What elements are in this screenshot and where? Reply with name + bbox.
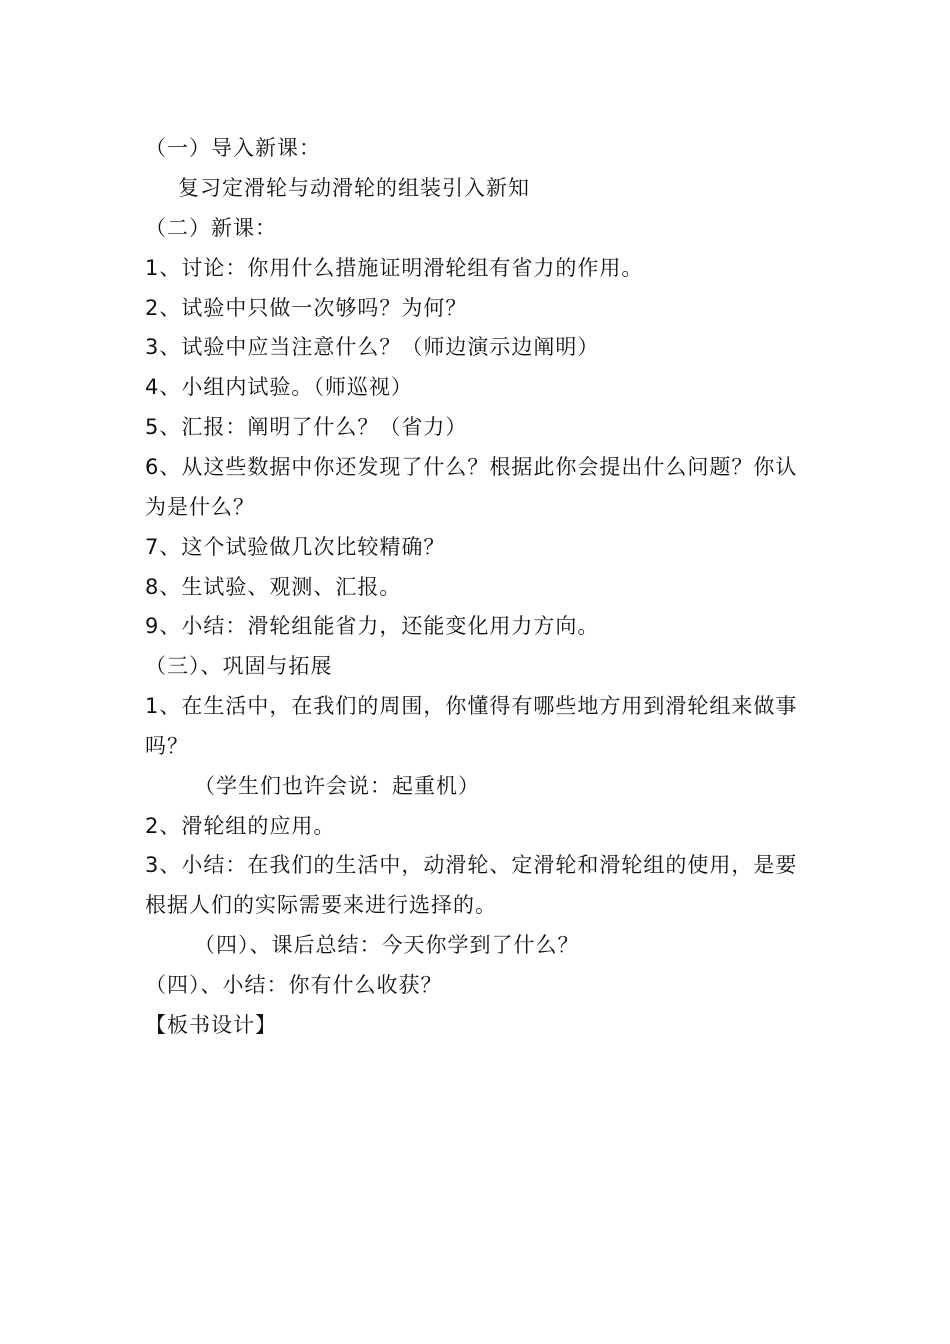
section-heading-intro: （一）导入新课： xyxy=(145,136,321,160)
consolidation-item-3-continued: 根据人们的实际需要来进行选择的。 xyxy=(145,893,497,917)
intro-text: 复习定滑轮与动滑轮的组装引入新知 xyxy=(178,176,530,200)
section-heading-after-class-summary: （四）、课后总结：今天你学到了什么？ xyxy=(194,933,580,957)
student-answer-note: （学生们也许会说：起重机） xyxy=(194,774,480,798)
lesson-item-8: 8、生试验、观测、汇报。 xyxy=(145,575,402,599)
lesson-item-6: 6、从这些数据中你还发现了什么？根据此你会提出什么问题？你认 xyxy=(145,455,798,479)
lesson-item-9: 9、小结：滑轮组能省力，还能变化用力方向。 xyxy=(145,614,600,638)
section-heading-consolidation: （三）、巩固与拓展 xyxy=(145,654,333,678)
lesson-item-6-continued: 为是什么？ xyxy=(145,495,255,519)
section-heading-new-lesson: （二）新课： xyxy=(145,216,277,240)
board-design-heading: 【板书设计】 xyxy=(145,1013,277,1037)
section-heading-summary: （四）、小结：你有什么收获？ xyxy=(145,973,443,997)
lesson-item-3: 3、试验中应当注意什么？（师边演示边阐明） xyxy=(145,335,600,359)
consolidation-item-3: 3、小结：在我们的生活中，动滑轮、定滑轮和滑轮组的使用，是要 xyxy=(145,853,798,877)
lesson-item-4: 4、小组内试验。（师巡视） xyxy=(145,375,413,399)
lesson-item-5: 5、汇报：阐明了什么？（省力） xyxy=(145,415,468,439)
lesson-item-7: 7、这个试验做几次比较精确？ xyxy=(145,535,446,559)
consolidation-item-2: 2、滑轮组的应用。 xyxy=(145,814,336,838)
lesson-item-1: 1、讨论：你用什么措施证明滑轮组有省力的作用。 xyxy=(145,256,644,280)
lesson-item-2: 2、试验中只做一次够吗？为何？ xyxy=(145,296,468,320)
consolidation-item-1: 1、在生活中，在我们的周围，你懂得有哪些地方用到滑轮组来做事 xyxy=(145,694,798,718)
consolidation-item-1-continued: 吗？ xyxy=(145,734,189,758)
